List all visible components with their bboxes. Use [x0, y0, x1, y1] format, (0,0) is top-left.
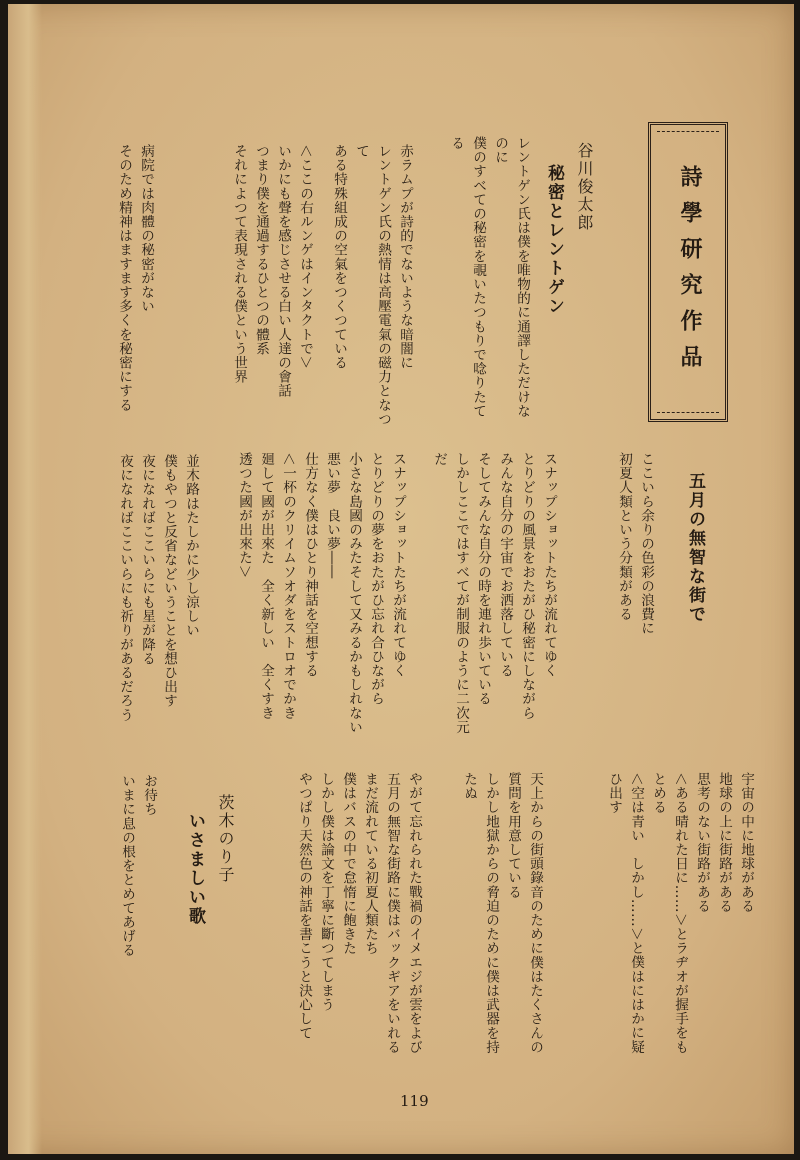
poem-line: ＜空は青い しかし……＞と僕はにはかに疑 [628, 772, 644, 1054]
poem-line: 宇宙の中に地球がある [738, 772, 754, 913]
section-title-box [648, 122, 728, 422]
poem-line: レントゲン氏は僕を唯物的に通譯しただけな [514, 136, 530, 418]
poem-line: やつぱり天然色の神話を書こうと決心して [296, 772, 312, 1040]
poem-line: 僕はバスの中で怠惰に飽きた [340, 772, 356, 956]
poem-line: 僕のすべての秘密を覗いたつもりで唸りたて [470, 136, 486, 418]
poem-line: のに [492, 136, 508, 165]
poem2-stanza1 [613, 452, 657, 635]
poem2-cont-stanza2 [458, 772, 546, 1054]
poem2-cont-stanza1 [603, 772, 757, 1054]
poem2-title: 五月の無智な街で [685, 472, 705, 624]
poem-line: 悪い夢 良い夢―― [324, 452, 340, 579]
poem-line: ある特殊組成の空氣をつくつている [331, 144, 347, 370]
poem1-stanza1 [445, 136, 533, 418]
poem-line: 透つた國が出來た＞ [236, 452, 252, 579]
poem-line: しかし地獄からの脅迫のために僕は武器を持 [483, 772, 499, 1054]
poem-line: 赤ラムプが詩的でないような暗闇に [397, 144, 413, 370]
poem-line: みんな自分の宇宙でお洒落している [497, 452, 513, 678]
poem-line: 初夏人類という分類がある [616, 452, 632, 622]
poem-line: 質問を用意している [505, 772, 521, 899]
poem-line: スナップショットたちが流れてゆく [541, 452, 557, 678]
poem-line: 僕もやつと反省などいうことを想ひ出す [161, 454, 177, 708]
poem-line: 地球の上に街路がある [716, 772, 732, 913]
poem2-stanza4 [114, 454, 202, 722]
poem2-stanza3 [233, 452, 409, 734]
poem-line: それによつて表現される僕という世界 [231, 144, 247, 384]
poem-line: お待ち [141, 774, 157, 817]
poem-line: 思考のない街路がある [694, 772, 710, 913]
poem-line: まだ流れている初夏人類たち [362, 772, 378, 956]
magazine-page [8, 4, 794, 1154]
page-binding-edge [8, 4, 42, 1154]
poem-line: いかにも聲を感じさせる白い人達の會話 [275, 144, 291, 398]
poem-line: ひ出す [606, 772, 622, 815]
poem-line: 病院では肉體の秘密がない [138, 144, 154, 314]
poem1-title: 秘密とレントゲン [544, 164, 564, 316]
poem-line: つまり僕を通過するひとつの體系 [253, 144, 269, 356]
poem2-cont-stanza3 [293, 772, 425, 1054]
poem-line: 並木路はたしかに少し涼しい [183, 454, 199, 638]
poem-line: て [353, 144, 369, 159]
poem-line: 五月の無智な街路に僕はバックギアをいれる [384, 772, 400, 1054]
poem-line: とりどりの夢をおたがひ忘れ合ひながら [368, 452, 384, 706]
poem-line: スナップショットたちが流れてゆく [390, 452, 406, 678]
section-title: 詩學研究作品 [677, 165, 703, 381]
poem-line: 天上からの街頭錄音のために僕はたくさんの [527, 772, 543, 1054]
poem-line: いまに息の根をとめてあげる [119, 774, 135, 958]
poem1-stanza4 [113, 144, 157, 412]
poem-line: ＜一杯のクリイムソオダをストロオでかき [280, 452, 296, 720]
poem-line: そのため精神はますます多くを秘密にする [116, 144, 132, 412]
poem-line: しかしここではすべてが制服のように二次元 [453, 452, 469, 734]
poem-line: ＜ここの右ルンゲはインタクトで＞ [297, 144, 313, 370]
poem-line: 小さな島國のみたそして又みるかもしれない [346, 452, 362, 734]
poem3-author: 茨木のり子 [216, 794, 235, 884]
poem-line: る [448, 136, 464, 151]
poem3-title: いさましい歌 [185, 812, 205, 926]
poem1-stanza2 [328, 144, 416, 426]
poem-line: たぬ [461, 772, 477, 801]
poem-line: レントゲン氏の熱情は高壓電氣の磁力となつ [375, 144, 391, 426]
poem3-body [116, 774, 160, 957]
poem1-stanza3 [228, 144, 316, 398]
poem-line: とめる [650, 772, 666, 815]
poem-line: 仕方なく僕はひとり神話を空想する [302, 452, 318, 678]
poem-line: 夜になればここいらにも星が降る [139, 454, 155, 666]
poem-line: ここいら余りの色彩の浪費に [638, 452, 654, 636]
poem2-stanza2 [428, 452, 560, 734]
poem-line: 夜になればここいらにも祈りがあるだろう [117, 454, 133, 722]
poem1-author: 谷川俊太郎 [575, 142, 594, 232]
poem-line: だ [431, 452, 447, 467]
poem-line: とりどりの風景をおたがひ秘密にしながら [519, 452, 535, 720]
page-number: 119 [400, 1092, 429, 1110]
poem-line: ＜ある晴れた日に……＞とラヂオが握手をも [672, 772, 688, 1054]
poem-line: やがて忘れられた戰禍のイメエジが雲をよび [406, 772, 422, 1054]
poem-line: しかし僕は論文を丁寧に斷つてしまう [318, 772, 334, 1012]
poem-line: 廻して國が出來た 全く新しい 全くすき [258, 452, 274, 720]
poem-line: そしてみんな自分の時を連れ歩いている [475, 452, 491, 706]
